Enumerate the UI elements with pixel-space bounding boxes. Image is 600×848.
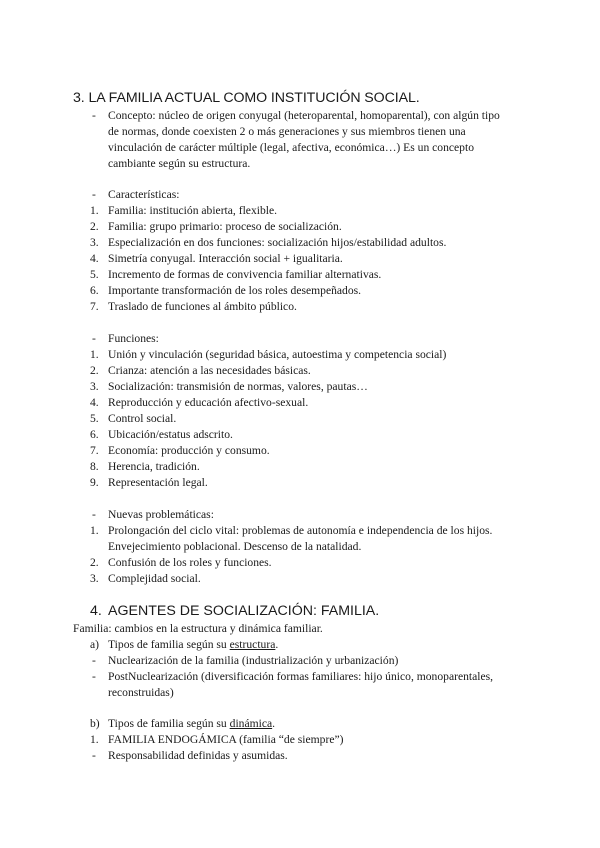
list-item: Incremento de formas de convivencia familiar alternativas.: [108, 268, 382, 281]
list-item: Ubicación/estatus adscrito.: [108, 428, 233, 441]
subsection-b-title: Tipos de familia según su dinámica.: [108, 717, 276, 730]
dash-bullet: -: [92, 654, 96, 667]
concept-line-4: cambiante según su estructura.: [108, 157, 251, 170]
list-number: 1.: [90, 524, 99, 537]
dash-bullet: -: [92, 508, 96, 521]
dash-bullet: -: [92, 749, 96, 762]
problems-title: Nuevas problemáticas:: [108, 508, 214, 521]
section-3-heading: 3. LA FAMILIA ACTUAL COMO INSTITUCIÓN SOCIAL.: [73, 90, 420, 106]
underlined-term: estructura: [229, 638, 276, 651]
list-item: Economía: producción y consumo.: [108, 444, 270, 457]
list-number: 5.: [90, 268, 99, 281]
list-item: Simetría conyugal. Interacción social + igualitaria.: [108, 252, 343, 265]
concept-line-1: Concepto: núcleo de origen conyugal (heteroparental, homoparental), con algún tipo: [108, 109, 500, 122]
concept-line-3: vinculación de carácter múltiple (legal, afectiva, económica…) Es un concepto: [108, 141, 475, 154]
functions-title: Funciones:: [108, 332, 159, 345]
list-number: 4.: [90, 252, 99, 265]
list-item: Reproducción y educación afectivo-sexual.: [108, 396, 309, 409]
dash-bullet: -: [92, 109, 96, 122]
list-number: 8.: [90, 460, 99, 473]
section-4-heading: AGENTES DE SOCIALIZACIÓN: FAMILIA.: [108, 603, 380, 619]
list-number: 9.: [90, 476, 99, 489]
list-number: 2.: [90, 364, 99, 377]
list-item: Unión y vinculación (seguridad básica, autoestima y competencia social): [108, 348, 447, 361]
list-item-continuation: reconstruidas): [108, 686, 174, 699]
section-4-number: 4.: [90, 603, 102, 619]
section-4-intro: Familia: cambios en la estructura y dinámica familiar.: [73, 622, 323, 635]
list-item: Prolongación del ciclo vital: problemas de autonomía e independencia de los hijos.: [108, 524, 493, 537]
list-item: Confusión de los roles y funciones.: [108, 556, 272, 569]
list-number: 3.: [90, 380, 99, 393]
list-number: 1.: [90, 733, 99, 746]
list-item: Familia: grupo primario: proceso de socialización.: [108, 220, 342, 233]
list-item: Importante transformación de los roles desempeñados.: [108, 284, 362, 297]
list-item: Herencia, tradición.: [108, 460, 200, 473]
list-item: Especialización en dos funciones: socialización hijos/estabilidad adultos.: [108, 236, 447, 249]
list-number: 5.: [90, 412, 99, 425]
list-number: 2.: [90, 220, 99, 233]
list-number: 1.: [90, 204, 99, 217]
dash-bullet: -: [92, 332, 96, 345]
list-item: Socialización: transmisión de normas, valores, pautas…: [108, 380, 368, 393]
list-item: Responsabilidad definidas y asumidas.: [108, 749, 288, 762]
list-item: Complejidad social.: [108, 572, 201, 585]
list-number: 6.: [90, 428, 99, 441]
list-item: Familia: institución abierta, flexible.: [108, 204, 278, 217]
list-item: Control social.: [108, 412, 177, 425]
list-number: 4.: [90, 396, 99, 409]
underlined-term: dinámica: [229, 717, 273, 730]
list-number: 7.: [90, 300, 99, 313]
list-item: Representación legal.: [108, 476, 208, 489]
dash-bullet: -: [92, 188, 96, 201]
characteristics-title: Características:: [108, 188, 180, 201]
list-item: Crianza: atención a las necesidades básicas.: [108, 364, 311, 377]
list-item: Nuclearización de la familia (industrialización y urbanización): [108, 654, 399, 667]
list-number: 6.: [90, 284, 99, 297]
dash-bullet: -: [92, 670, 96, 683]
list-item: PostNuclearización (diversificación formas familiares: hijo único, monoparentales,: [108, 670, 494, 683]
list-letter: a): [90, 638, 100, 651]
list-item: FAMILIA ENDOGÁMICA (familia “de siempre”): [108, 733, 344, 746]
list-item-continuation: Envejecimiento poblacional. Descenso de la natalidad.: [108, 540, 362, 553]
list-number: 3.: [90, 572, 99, 585]
list-letter: b): [90, 717, 100, 730]
list-number: 3.: [90, 236, 99, 249]
list-number: 1.: [90, 348, 99, 361]
concept-line-2: de normas, donde coexisten 2 o más generaciones y sus miembros tienen una: [108, 125, 466, 138]
list-item: Traslado de funciones al ámbito público.: [108, 300, 297, 313]
subsection-a-title: Tipos de familia según su estructura.: [108, 638, 279, 651]
list-number: 2.: [90, 556, 99, 569]
list-number: 7.: [90, 444, 99, 457]
